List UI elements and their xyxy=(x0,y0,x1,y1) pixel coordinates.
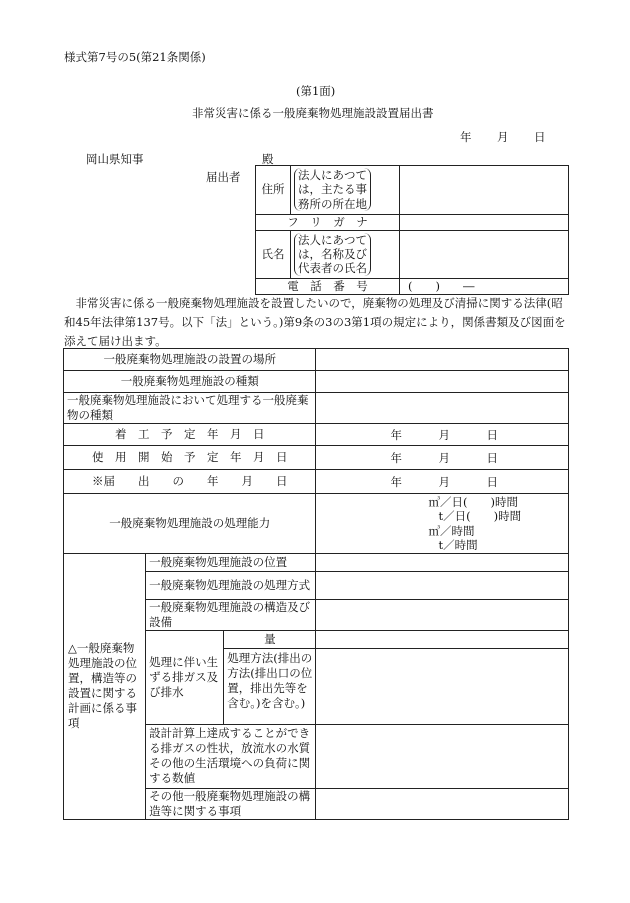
location-field[interactable] xyxy=(316,349,569,371)
phone-field[interactable]: ( ) ― xyxy=(400,279,569,295)
date-year: 年 xyxy=(460,130,472,144)
address-note: 法人にあつて は，主たる事 務所の所在地 xyxy=(291,166,400,215)
notification-date-field[interactable]: 年 月 日 xyxy=(316,469,569,493)
waste-type-label: 一般廃棄物処理施設において処理する一般廃棄物の種類 xyxy=(64,393,316,424)
intro-line-2: 和45年法律第137号。以下「法」という。)第9条の3の3第1項の規定により，関係書類及び図面を xyxy=(64,315,566,329)
discharge-method-field[interactable] xyxy=(316,648,569,724)
intro-line-3: 添えて届け出ます。 xyxy=(64,334,167,348)
use-start-date-label: 使 用 開 始 予 定 年 月 日 xyxy=(64,445,316,469)
structure-label: 一般廃棄物処理施設の構造及び設備 xyxy=(146,599,316,630)
start-date-field[interactable]: 年 月 日 xyxy=(316,423,569,445)
notification-date-label: ※届 出 の 年 月 日 xyxy=(64,469,316,493)
other-label: その他一般廃棄物処理施設の構造等に関する事項 xyxy=(146,788,316,819)
other-field[interactable] xyxy=(316,788,569,819)
method-field[interactable] xyxy=(316,571,569,599)
address-label: 住所 xyxy=(256,166,291,215)
position-field[interactable] xyxy=(316,553,569,571)
furigana-label: フ リ ガ ナ xyxy=(256,214,400,230)
honorific: 殿 xyxy=(262,152,274,166)
date-month: 月 xyxy=(497,130,509,144)
applicant-label: 届出者 xyxy=(206,170,241,184)
structure-field[interactable] xyxy=(316,599,569,630)
location-label: 一般廃棄物処理施設の設置の場所 xyxy=(64,349,316,371)
capacity-field[interactable]: ㎥／日( )時間 t／日( )時間 ㎥／時間 t／時間 xyxy=(316,493,569,553)
design-values-field[interactable] xyxy=(316,724,569,788)
document-title: 非常災害に係る一般廃棄物処理施設設置届出書 xyxy=(192,106,434,120)
phone-label: 電 話 番 号 xyxy=(256,279,400,295)
date-day: 日 xyxy=(534,130,546,144)
discharge-method-label: 処理方法(排出の方法(排出口の位置，排出先等を含む。)を含む。) xyxy=(224,648,316,724)
applicant-table xyxy=(255,165,569,295)
name-field[interactable] xyxy=(400,230,569,279)
page-indicator: (第1面) xyxy=(296,84,336,98)
form-number: 様式第7号の5(第21条関係) xyxy=(64,50,206,64)
plan-section-label: △一般廃棄物処理施設の位置，構造等の設置に関する計画に係る事項 xyxy=(64,553,146,819)
name-label: 氏名 xyxy=(256,230,291,279)
name-note: 法人にあつて は，名称及び 代表者の氏名 xyxy=(291,230,400,279)
type-field[interactable] xyxy=(316,371,569,393)
waste-type-field[interactable] xyxy=(316,393,569,424)
design-values-label: 設計計算上達成することができる排ガスの性状，放流水の水質その他の生活環境への負荷に関する数値 xyxy=(146,724,316,788)
position-label: 一般廃棄物処理施設の位置 xyxy=(146,553,316,571)
start-date-label: 着 工 予 定 年 月 日 xyxy=(64,423,316,445)
capacity-label: 一般廃棄物処理施設の処理能力 xyxy=(64,493,316,553)
intro-line-1: 非常災害に係る一般廃棄物処理施設を設置したいので，廃棄物の処理及び清掃に関する法律(昭 xyxy=(64,296,563,310)
amount-field[interactable] xyxy=(316,630,569,648)
facility-table xyxy=(63,348,569,820)
use-start-date-field[interactable]: 年 月 日 xyxy=(316,445,569,469)
address-field[interactable] xyxy=(400,166,569,215)
recipient: 岡山県知事 xyxy=(86,152,144,166)
furigana-field[interactable] xyxy=(400,214,569,230)
exhaust-label: 処理に伴い生ずる排ガス及び排水 xyxy=(146,630,224,724)
method-label: 一般廃棄物処理施設の処理方式 xyxy=(146,571,316,599)
type-label: 一般廃棄物処理施設の種類 xyxy=(64,371,316,393)
amount-label: 量 xyxy=(224,630,316,648)
